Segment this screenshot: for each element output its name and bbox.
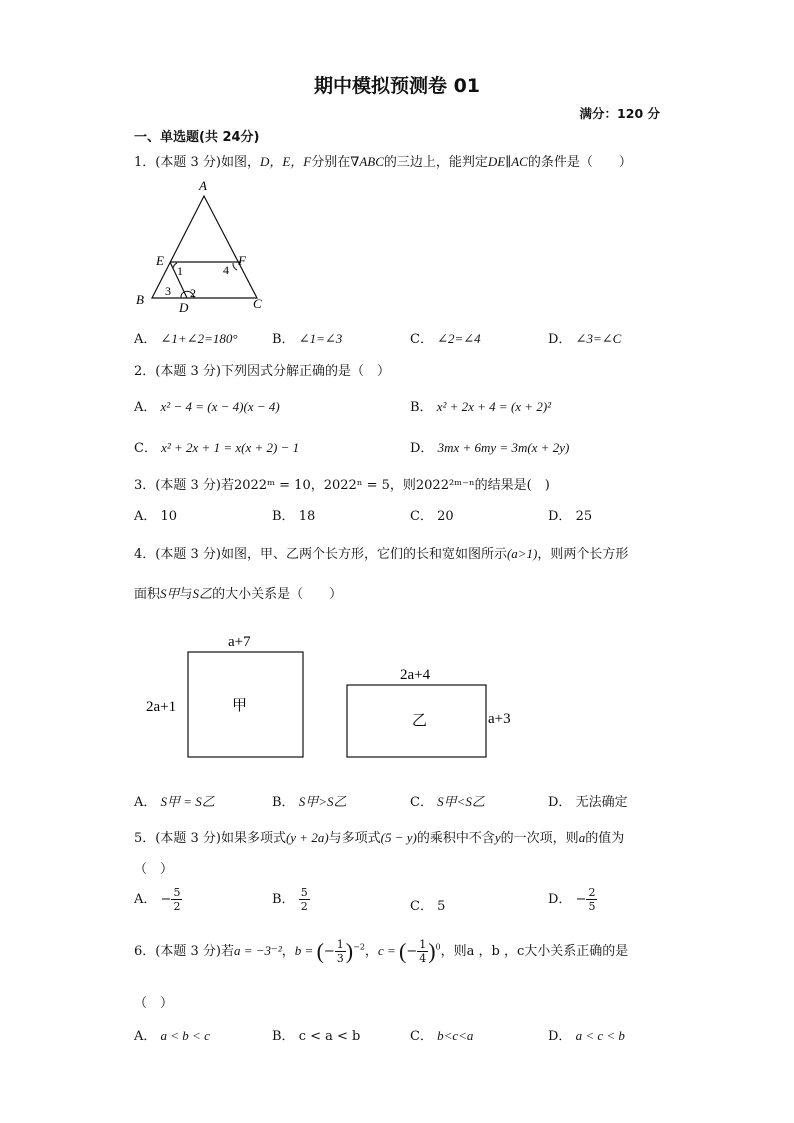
- q4-option-c[interactable]: C． S甲<S乙: [410, 794, 485, 810]
- question-1-stem: 1．(本题 3 分)如图，D，E，F分别在∇ABC的三边上，能判定DE∥AC的条件是（ ）: [134, 154, 632, 170]
- q1-option-b[interactable]: B． ∠1=∠3: [272, 331, 343, 347]
- rect1-top-label: a+7: [228, 634, 251, 650]
- q1-option-d[interactable]: D． ∠3=∠C: [548, 331, 622, 347]
- q4-option-a[interactable]: A． S甲 = S乙: [134, 794, 215, 810]
- q1-option-a[interactable]: A． ∠1+∠2=180°: [134, 331, 238, 347]
- question-6-paren: （ ）: [134, 996, 174, 1011]
- rect2-top-label: 2a+4: [400, 667, 431, 683]
- angle-3-arc: [181, 292, 184, 298]
- q4-option-b[interactable]: B． S甲>S乙: [272, 794, 347, 810]
- triangle-abc: [152, 196, 257, 298]
- question-3-stem: 3．(本题 3 分)若2022ᵐ = 10，2022ⁿ = 5，则2022²ᵐ⁻ⁿ的结果是( ): [134, 478, 550, 493]
- question-5-stem: 5．(本题 3 分)如果多项式(y + 2a)与多项式(5 − y)的乘积中不含y的一次项，则a的值为: [134, 830, 625, 846]
- label-E: E: [156, 253, 164, 268]
- rect1-left-label: 2a+1: [146, 699, 177, 715]
- q3-option-c[interactable]: C． 20: [410, 509, 454, 524]
- page-title: 期中模拟预测卷 01: [313, 75, 481, 97]
- question-5-paren: （ ）: [134, 862, 174, 877]
- angle-4-arc: [233, 263, 237, 270]
- angle-3-label: 3: [165, 284, 171, 298]
- q1-option-c[interactable]: C． ∠2=∠4: [410, 331, 481, 347]
- rect2-name: 乙: [412, 713, 428, 729]
- question-2-stem: 2．(本题 3 分)下列因式分解正确的是（ ）: [134, 364, 390, 379]
- rect2-right-label: a+3: [488, 711, 511, 727]
- question-4-stem-line2: 面积S甲与S乙的大小关系是（ ）: [134, 586, 343, 602]
- question-6-stem: 6．(本题 3 分)若a = −3⁻²，b = (− $\frac{1}{3}$ )$^{-2}$，c = (− $\frac{1}{4}$ )$^0$，则a ，b ，c大小关系正确的是: [134, 938, 629, 965]
- q3-option-b[interactable]: B． 18: [272, 509, 316, 524]
- label-B: B: [136, 292, 144, 307]
- label-F: F: [238, 253, 246, 268]
- q5-option-b[interactable]: B． $\frac{5}{2}$: [272, 886, 308, 913]
- question-4-stem-line1: 4．(本题 3 分)如图，甲、乙两个长方形，它们的长和宽如图所示(a>1)，则两个长方形: [134, 546, 629, 562]
- full-score: 满分：120 分: [579, 106, 660, 121]
- q6-option-d[interactable]: D． a < c < b: [548, 1028, 625, 1044]
- q3-option-a[interactable]: A． 10: [134, 509, 178, 524]
- q2-option-c[interactable]: C． x² + 2x + 1 = x(x + 2) − 1: [134, 440, 300, 456]
- q6-option-b[interactable]: B． c < a < b: [272, 1029, 361, 1044]
- triangle-figure: [132, 176, 272, 316]
- label-D: D: [179, 300, 189, 315]
- q5-option-a[interactable]: A． − $\frac{5}{2}$: [134, 886, 181, 913]
- rect1-name: 甲: [232, 698, 248, 714]
- q6-option-c[interactable]: C． b<c<a: [410, 1028, 474, 1044]
- q2-option-d[interactable]: D． 3mx + 6my = 3m(x + 2y): [410, 440, 570, 456]
- q5-option-d[interactable]: D． − $\frac{2}{5}$: [548, 886, 596, 913]
- angle-2-label: 2: [190, 286, 196, 300]
- angle-1-label: 1: [177, 264, 183, 278]
- q4-option-d[interactable]: D． 无法确定: [548, 795, 628, 810]
- q2-option-a[interactable]: A． x² − 4 = (x − 4)(x − 4): [134, 399, 280, 415]
- label-C: C: [253, 296, 262, 311]
- q2-option-b[interactable]: B． x² + 2x + 4 = (x + 2)²: [410, 399, 552, 415]
- q6-option-a[interactable]: A． a < b < c: [134, 1028, 210, 1044]
- rectangles-figure: [140, 628, 520, 768]
- angle-4-label: 4: [223, 263, 229, 277]
- label-A: A: [199, 178, 207, 193]
- q3-option-d[interactable]: D． 25: [548, 509, 593, 524]
- q5-option-c[interactable]: C． 5: [410, 899, 446, 914]
- section-heading: 一、单选题(共 24分): [134, 130, 260, 145]
